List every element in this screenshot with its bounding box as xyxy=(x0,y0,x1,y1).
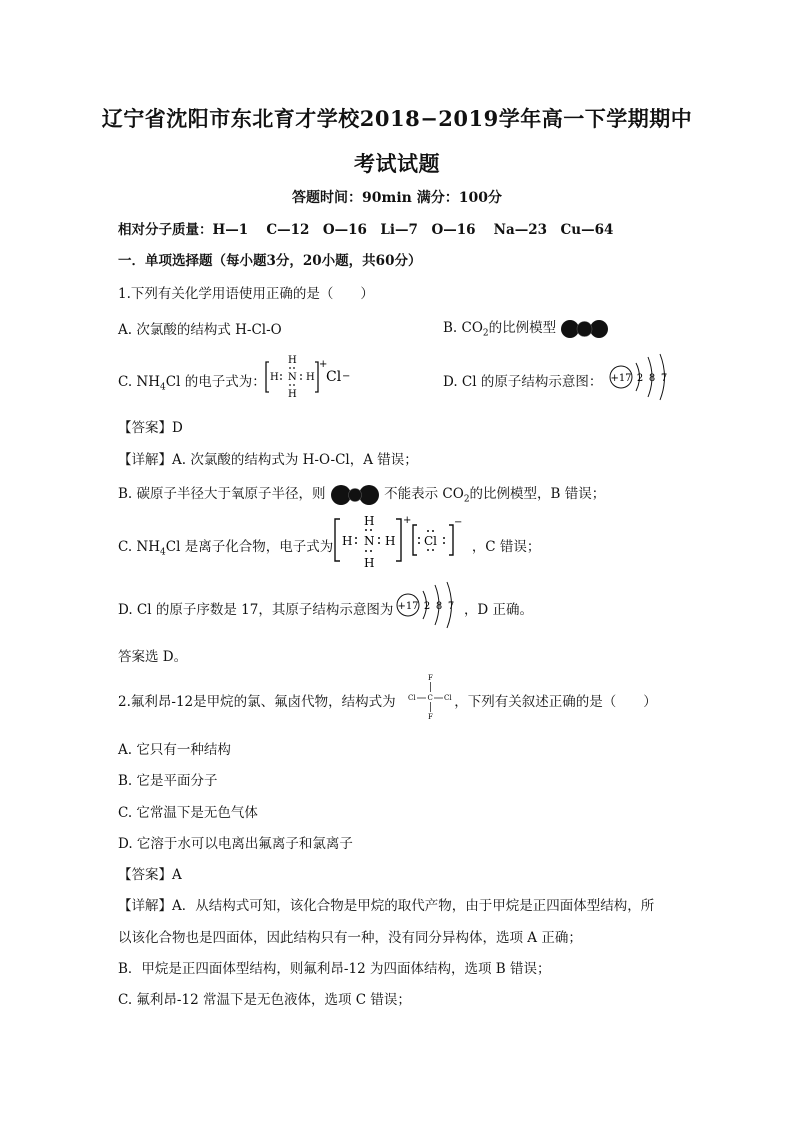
q2-stem: 2.氟利昂-12是甲烷的氯、氟卤代物，结构式为 ，下列有关叙述正确的是（ ） xyxy=(118,694,657,710)
svg-text:+: + xyxy=(403,515,412,526)
q1-stem: 1.下列有关化学用语使用正确的是（ ） xyxy=(118,286,374,302)
atomic-masses: 相对分子质量：H—1 C—12 O—16 Li—7 O—16 Na—23 Cu—64 xyxy=(118,222,614,238)
nh4cl-full-electron-formula-icon xyxy=(333,511,463,571)
q1-detail-a: 【详解】A. 次氯酸的结构式为 H-O-Cl，A 错误； xyxy=(118,452,418,468)
co2-model-wrong-icon xyxy=(330,484,380,506)
svg-text:H: H xyxy=(288,355,297,366)
svg-text:Cl: Cl xyxy=(408,694,416,702)
q1-option-c: C. $NH_4Cl$ 的电子式为： xyxy=(118,374,266,393)
svg-text:Cl: Cl xyxy=(326,369,342,385)
svg-text:Cl: Cl xyxy=(424,534,438,548)
svg-text:8: 8 xyxy=(435,601,443,612)
q1-option-b: B. $CO_2$的比例模型 xyxy=(443,316,610,340)
svg-text:F: F xyxy=(428,674,433,682)
svg-text:H: H xyxy=(364,556,375,570)
svg-text:N: N xyxy=(364,534,375,548)
q2-option-d: D. 它溶于水可以电离出氟离子和氯离子 xyxy=(118,836,353,852)
svg-text:F: F xyxy=(428,713,433,721)
q1-detail-b: B. 碳原子半径大于氧原子半径，则 不能表示 $CO_2$的比例模型，B 错误； xyxy=(118,482,605,506)
page-title-line1: 辽宁省沈阳市东北育才学校2018−2019学年高一下学期期中 xyxy=(101,106,693,131)
svg-text:H: H xyxy=(385,534,396,548)
svg-text:7: 7 xyxy=(447,601,455,612)
q2-answer: 【答案】A xyxy=(118,867,182,883)
q1-conclusion: 答案选 D。 xyxy=(118,649,188,665)
cl-atom-structure-detail-icon xyxy=(394,580,458,630)
q2-option-b: B. 它是平面分子 xyxy=(118,773,218,789)
q1-answer: 【答案】D xyxy=(118,420,183,436)
q2-detail-a-line1: 【详解】A．从结构式可知，该化合物是甲烷的取代产物，由于甲烷是正四面体型结构，所 xyxy=(118,898,655,914)
svg-text:C: C xyxy=(427,694,433,702)
q2-detail-b: B．甲烷是正四面体型结构，则氟利昂-12 为四面体结构，选项 B 错误； xyxy=(118,961,551,977)
q2-detail-c: C. 氟利昂-12 常温下是无色液体，选项 C 错误； xyxy=(118,992,411,1008)
svg-text:+17: +17 xyxy=(610,373,632,384)
svg-text:−: − xyxy=(454,517,463,528)
cl-atom-structure-icon xyxy=(607,352,671,402)
q2-option-c: C. 它常温下是无色气体 xyxy=(118,805,258,821)
svg-text:H: H xyxy=(288,389,297,400)
svg-text:N: N xyxy=(288,372,297,383)
co2-model-correct-icon xyxy=(560,318,610,340)
svg-text:7: 7 xyxy=(660,373,668,384)
svg-text:H: H xyxy=(364,514,375,528)
nh4cl-electron-formula-icon xyxy=(264,353,350,401)
section1-header: 一．单项选择题（每小题3分，20小题，共60分） xyxy=(118,253,422,269)
svg-text:+17: +17 xyxy=(397,601,419,612)
q2-option-a: A. 它只有一种结构 xyxy=(118,742,231,758)
page-title-line2: 考试试题 xyxy=(354,151,440,176)
svg-text:2: 2 xyxy=(636,373,644,384)
q2-detail-a-line2: 以该化合物也是四面体，因此结构只有一种，没有同分异构体，选项 A 正确； xyxy=(118,930,582,946)
svg-text:−: − xyxy=(342,371,350,382)
q1-detail-c: C. $NH_4Cl$ 是离子化合物，电子式为 ，C 错误； xyxy=(118,539,541,558)
svg-text:8: 8 xyxy=(648,373,656,384)
svg-text:2: 2 xyxy=(423,601,431,612)
q1-option-d: D. Cl 的原子结构示意图： xyxy=(443,374,603,390)
svg-text:H: H xyxy=(306,372,315,383)
svg-text:Cl: Cl xyxy=(444,694,452,702)
svg-text:+: + xyxy=(319,359,328,370)
freon-structure-formula-icon xyxy=(407,672,457,722)
q1-option-a: A. 次氯酸的结构式 H-Cl-O xyxy=(118,322,282,338)
exam-info: 答题时间：90min 满分：100分 xyxy=(292,190,502,206)
svg-text:H: H xyxy=(342,534,353,548)
q1-detail-d: D. Cl 的原子序数是 17，其原子结构示意图为 ，D 正确。 xyxy=(118,602,534,618)
svg-text:H: H xyxy=(270,372,279,383)
